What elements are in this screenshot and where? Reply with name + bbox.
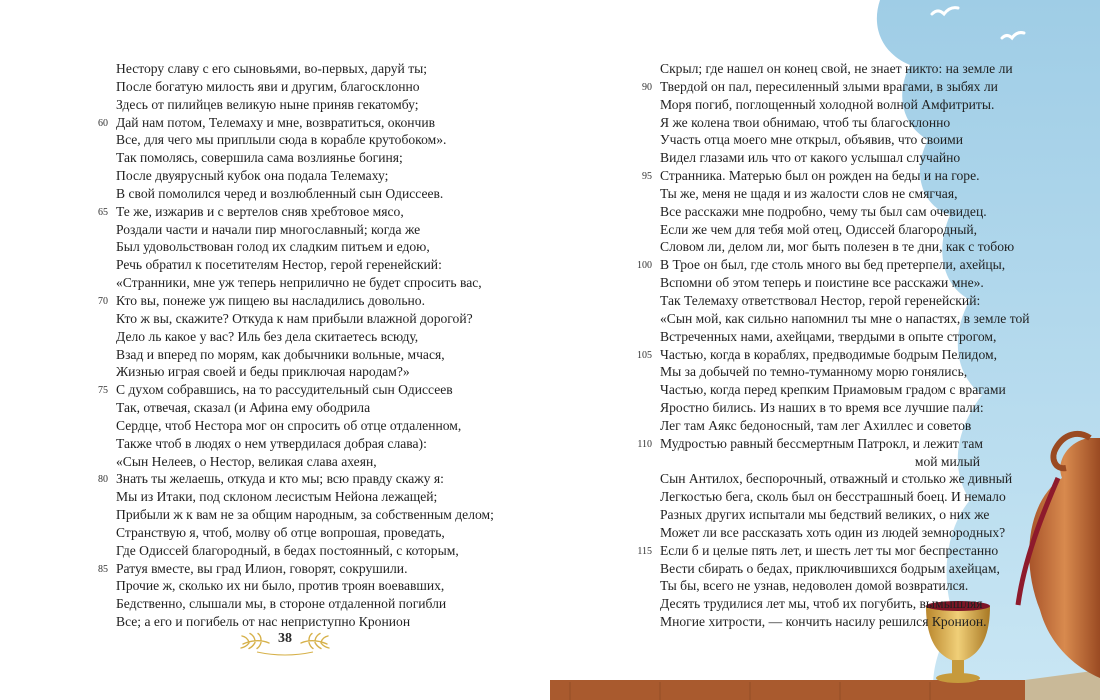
page-folio xyxy=(235,628,335,658)
line-text: Так Телемаху ответствовал Нестор, герой геренейский: xyxy=(660,292,981,308)
poem-line xyxy=(116,149,496,167)
left-page-text xyxy=(98,60,496,631)
line-text: Сердце, чтоб Нестора мог он спросить об отце отдаленном, xyxy=(116,417,462,433)
poem-line xyxy=(116,78,496,96)
poem-line xyxy=(116,310,496,328)
line-number: 100 xyxy=(637,260,652,272)
line-number: 95 xyxy=(642,171,652,183)
poem-line xyxy=(660,417,1005,435)
poem-line xyxy=(116,435,496,453)
poem-line xyxy=(660,577,1005,595)
line-text: мой милый xyxy=(914,453,980,469)
poem-line xyxy=(116,60,496,78)
poem-line xyxy=(660,310,1030,328)
poem-line xyxy=(660,221,1005,239)
poem-line xyxy=(660,363,1005,381)
line-text: Кто ж вы, скажите? Откуда к нам прибыли влажной дорогой? xyxy=(116,310,473,326)
poem-line xyxy=(116,221,496,239)
line-text: Прочие ж, сколько их ни было, против троян воевавших, xyxy=(116,578,445,594)
line-text: Так, отвечая, сказал (и Афина ему ободрила xyxy=(116,400,371,416)
line-text: Те же, изжарив и с вертелов сняв хребтовое мясо, xyxy=(116,203,404,219)
line-text: С духом собравшись, на то рассудительный сын Одиссеев xyxy=(116,382,453,398)
line-text: Встреченных нами, ахейцами, твердыми в опыте строгом, xyxy=(660,328,997,344)
poem-line xyxy=(98,292,496,310)
line-text: Бедственно, слышали мы, в стороне отдаленной погибли xyxy=(116,596,447,612)
poem-line xyxy=(116,238,496,256)
line-text: В Трое он был, где столь много вы бед претерпели, ахейцы, xyxy=(660,257,1006,273)
poem-line xyxy=(642,167,1005,185)
line-text: «Сын мой, как сильно напомнил ты мне о напастях, в земле той xyxy=(660,310,1030,326)
poem-line xyxy=(116,595,496,613)
poem-line xyxy=(116,167,496,185)
poem-line xyxy=(660,488,1005,506)
poem-line xyxy=(660,131,1005,149)
line-number: 70 xyxy=(98,295,108,307)
line-text: Был удовольствован голод их сладким питьем и едою, xyxy=(116,239,430,255)
line-number: 115 xyxy=(637,545,652,557)
line-text: Все; а его и погибель от нас неприступно Кронион xyxy=(116,614,411,630)
poem-line xyxy=(637,435,1005,453)
line-text: Роздали части и начали пир многославный; когда же xyxy=(116,221,421,237)
line-text: «Странники, мне уж теперь неприлично не будет спросить вас, xyxy=(116,275,482,291)
right-page-text xyxy=(637,60,1030,631)
line-text: Может ли все рассказать хоть один из людей земнородных? xyxy=(660,524,1006,540)
line-text: Словом ли, делом ли, мог быть полезен в те дни, как с тобою xyxy=(660,239,1015,255)
line-number: 110 xyxy=(637,438,652,450)
line-text: Мы за добычей по темно-туманному морю гонялись, xyxy=(660,364,968,380)
line-text: После богатую милость яви и другим, благосклонно xyxy=(116,78,420,94)
line-text: «Сын Нелеев, о Нестор, великая слава ахеян, xyxy=(116,453,377,469)
line-number: 80 xyxy=(98,474,108,486)
line-text: После двуярусный кубок она подала Телемаху; xyxy=(116,168,389,184)
line-text: Видел глазами иль что от какого услышал случайно xyxy=(660,150,961,166)
poem-line xyxy=(660,453,1005,471)
line-text: Взад и вперед по морям, как добычники вольные, мчася, xyxy=(116,346,445,362)
line-number: 75 xyxy=(98,385,108,397)
line-text: Все, для чего мы приплыли сюда в корабле крутобоком». xyxy=(116,132,447,148)
line-text: Знать ты желаешь, откуда и кто мы; всю правду скажу я: xyxy=(116,471,444,487)
line-text: Яростно бились. Из наших в то время все лучшие пали: xyxy=(660,400,984,416)
poem-line xyxy=(660,470,1013,488)
line-text: Лег там Аякс бедоносный, там лег Ахиллес и советов xyxy=(660,417,972,433)
line-text: Частью, когда в кораблях, предводимые бодрым Пелидом, xyxy=(660,346,997,362)
poem-line xyxy=(116,542,496,560)
line-text: Странствую я, чтоб, молву об отце вопрошая, проведать, xyxy=(116,524,445,540)
line-text: Речь обратил к посетителям Нестор, герой геренейский: xyxy=(116,257,442,273)
line-text: Ты бы, всего не узнав, недоволен домой возвратился. xyxy=(660,578,969,594)
line-text: Вести сбирать о бедах, приключившихся бодрым ахейцам, xyxy=(660,560,1000,576)
poem-line xyxy=(637,256,1006,274)
poem-line xyxy=(660,560,1005,578)
line-number: 90 xyxy=(642,81,652,93)
poem-line xyxy=(660,328,1005,346)
poem-line xyxy=(660,149,1005,167)
line-text: Вспомни об этом теперь и поистине все расскажи мне». xyxy=(660,275,984,291)
poem-line xyxy=(660,185,1005,203)
line-text: Здесь от пилийцев великую ныне приняв гекатомбу; xyxy=(116,96,419,112)
line-text: Также чтоб в людях о нем утвердилася добрая слава): xyxy=(116,435,427,451)
line-text: Странника. Матерью был он рожден на беды и на горе. xyxy=(660,168,980,184)
poem-line xyxy=(660,595,1005,613)
line-text: Если же чем для тебя мой отец, Одиссей благородный, xyxy=(660,221,977,237)
poem-line xyxy=(116,577,496,595)
poem-line xyxy=(116,399,496,417)
poem-line xyxy=(642,78,1005,96)
line-text: Жизнью играя своей и беды приключая народам?» xyxy=(116,364,410,380)
poem-line xyxy=(660,96,1005,114)
poem-line xyxy=(116,185,496,203)
line-text: Дай нам потом, Телемаху и мне, возвратиться, окончив xyxy=(116,114,436,130)
line-text: Моря погиб, поглощенный холодной волной Амфитриты. xyxy=(660,96,995,112)
line-text: Многие хитрости, — кончить насилу решился Кронион. xyxy=(660,614,987,630)
poem-line xyxy=(660,506,1005,524)
line-text: Мудростью равный бессмертным Патрокл, и лежит там xyxy=(660,435,983,451)
line-text: Если б и целые пять лет, и шесть лет ты мог беспрестанно xyxy=(660,542,999,558)
poem-line xyxy=(98,470,496,488)
poem-line xyxy=(660,203,1005,221)
line-text: Нестору славу с его сыновьями, во-первых, даруй ты; xyxy=(116,61,428,76)
line-text: Так помолясь, совершила сама возлиянье богиня; xyxy=(116,150,403,166)
line-number: 60 xyxy=(98,117,108,129)
line-text: Все расскажи мне подробно, чему ты был сам очевидец. xyxy=(660,203,987,219)
poem-line xyxy=(660,60,1013,78)
line-text: Ратуя вместе, вы град Илион, говорят, сокрушили. xyxy=(116,560,408,576)
line-text: Где Одиссей благородный, в бедах постоянный, с которым, xyxy=(116,542,459,558)
poem-line xyxy=(116,131,496,149)
poem-line xyxy=(98,560,496,578)
line-number: 105 xyxy=(637,349,652,361)
poem-line xyxy=(116,417,496,435)
line-text: Разных других испытали мы бедствий великих, о них же xyxy=(660,507,990,523)
line-text: Участь отца моего мне открыл, объявив, что своими xyxy=(660,132,964,148)
poem-line xyxy=(116,453,496,471)
poem-line xyxy=(116,274,496,292)
poem-line xyxy=(116,488,496,506)
poem-line xyxy=(116,363,496,381)
page-number: 38 xyxy=(278,631,292,646)
poem-line xyxy=(660,613,1005,631)
poem-line xyxy=(660,238,1015,256)
poem-line xyxy=(116,524,496,542)
poem-line xyxy=(660,524,1005,542)
line-text: Легкостью бега, сколь был он бесстрашный боец. И немало xyxy=(660,489,1006,505)
line-text: Частью, когда перед крепким Приамовым градом с врагами xyxy=(660,382,1006,398)
poem-line xyxy=(98,114,496,132)
line-text: Твердой он пал, пересиленный злыми врагами, в зыбях ли xyxy=(660,78,998,94)
line-text: В свой помолился черед и возлюбленный сын Одиссеев. xyxy=(116,185,444,201)
poem-line xyxy=(116,328,496,346)
line-text: Ты же, меня не щадя и из жалости слов не смягчая, xyxy=(660,185,958,201)
line-text: Скрыл; где нашел он конец свой, не знает никто: на земле ли xyxy=(660,61,1013,76)
line-text: Кто вы, понеже уж пищею вы насладились довольно. xyxy=(116,292,425,308)
poem-line xyxy=(98,203,496,221)
line-text: Я же колена твои обнимаю, чтоб ты благосклонно xyxy=(660,114,951,130)
poem-line xyxy=(116,506,496,524)
poem-line xyxy=(116,96,496,114)
line-number: 85 xyxy=(98,563,108,575)
poem-line xyxy=(660,399,1005,417)
line-text: Мы из Итаки, под склоном лесистым Нейона лежащей; xyxy=(116,489,438,505)
poem-line xyxy=(660,114,1005,132)
poem-line xyxy=(660,292,1005,310)
poem-line xyxy=(660,274,1005,292)
line-number: 65 xyxy=(98,206,108,218)
poem-line xyxy=(116,346,496,364)
poem-line xyxy=(116,256,496,274)
poem-line xyxy=(660,381,1005,399)
poem-line xyxy=(637,542,1005,560)
line-text: Прибыли ж к вам не за общим народным, за собственным делом; xyxy=(116,507,494,523)
line-text: Сын Антилох, беспорочный, отважный и столько же дивный xyxy=(660,471,1013,487)
poem-line xyxy=(98,381,496,399)
poem-line xyxy=(637,346,1005,364)
line-text: Дело ль какое у вас? Иль без дела скитаетесь всюду, xyxy=(116,328,419,344)
line-text: Десять трудилися лет мы, чтоб их погубить, вымышляя xyxy=(660,596,983,612)
